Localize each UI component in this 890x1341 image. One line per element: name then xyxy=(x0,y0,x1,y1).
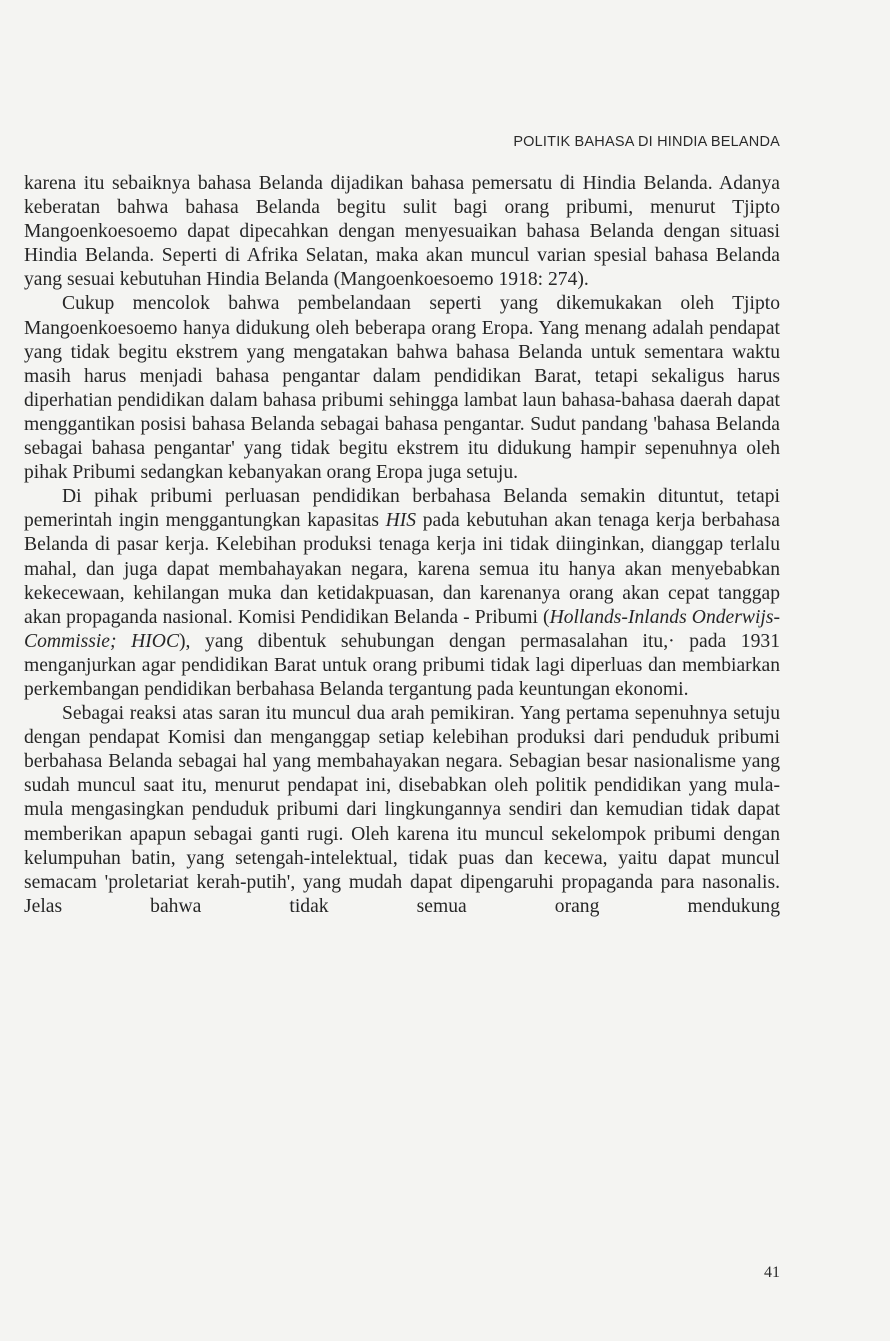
paragraph-2 xyxy=(24,292,780,485)
paragraph-2-text: Cukup mencolok bahwa pembelandaan seperti yang dikemukakan oleh Tjipto Mangoenkoesoemo hanya didukung oleh beberapa orang Eropa. Yang menang adalah pendapat yang tidak begitu ekstrem yang mengatakan bahwa bahasa Belanda untuk sementara waktu masih harus menjadi bahasa pengantar dalam pendidikan Barat, tetapi sekaligus harus diperhatian pendidikan dalam bahasa pribumi sehingga lambat laun bahasa-bahasa daerah dapat menggantikan posisi bahasa Belanda sebagai bahasa pengantar. Sudut pandang 'bahasa Belanda sebagai bahasa pengantar' yang tidak begitu ekstrem itu didukung hampir sepenuhnya oleh pihak Pribumi sedangkan kebanyakan orang Eropa juga setuju. xyxy=(24,293,780,484)
paragraph-3-italic-his: HIS xyxy=(385,510,417,532)
paragraph-1-text: karena itu sebaiknya bahasa Belanda dijadikan bahasa pemersatu di Hindia Belanda. Adanya keberatan bahwa bahasa Belanda begitu sulit bagi orang pribumi, menurut Tjipto Mangoenkoesoemo dapat dipecahkan dengan menyesuaikan bahasa Belanda dengan situasi Hindia Belanda. Seperti di Afrika Selatan, maka akan muncul varian spesial bahasa Belanda yang sesuai kebutuhan Hindia Belanda (Mangoenkoesoemo 1918: 274). xyxy=(24,173,780,291)
paragraph-3-italic-hioc: Hollands-Inlands Onderwijs-Commissie; HIOC xyxy=(24,606,780,652)
running-header: POLITIK BAHASA DI HINDIA BELANDA xyxy=(513,134,780,150)
paragraph-4 xyxy=(24,702,780,919)
body-text xyxy=(24,172,780,919)
paragraph-3 xyxy=(24,485,780,702)
paragraph-3-text-b: pada kebutuhan akan tenaga kerja berbahasa Belanda di pasar kerja. Kelebihan produksi tenaga kerja ini tidak diinginkan, dianggap terlalu mahal, dan juga dapat membahayakan negara, karena semua itu hanya akan menyebabkan kekecewaan, kehilangan muka dan ketidakpuasan, dan karenanya orang akan cepat tanggap akan propaganda nasional. Komisi Pendidikan Belanda - Pribumi ( xyxy=(24,510,780,628)
paragraph-1 xyxy=(24,172,780,292)
page-number: 41 xyxy=(764,1264,780,1281)
paragraph-3-text-a: Di pihak pribumi perluasan pendidikan berbahasa Belanda semakin dituntut, tetapi pemerintah ingin menggantungkan kapasitas xyxy=(24,486,780,532)
paragraph-4-text: Sebagai reaksi atas saran itu muncul dua arah pemikiran. Yang pertama sepenuhnya setuju dengan pendapat Komisi dan menganggap setiap kelebihan produksi dari penduduk pribumi berbahasa Belanda sebagai hal yang membahayakan negara. Sebagian besar nasionalisme yang sudah muncul saat itu, menurut pendapat ini, disebabkan oleh politik pendidikan yang mula-mula mengasingkan penduduk pribumi dari lingkungannya sendiri dan kemudian tidak dapat memberikan apapun sebagai ganti rugi. Oleh karena itu muncul sekelompok pribumi dengan kelumpuhan batin, yang setengah-intelektual, tidak puas dan kecewa, yaitu dapat muncul semacam 'proletariat kerah-putih', yang mudah dapat dipengaruhi propaganda para nasonalis. Jelas bahwa tidak semua orang mendukung xyxy=(24,703,780,917)
paragraph-3-text-c: ), yang dibentuk sehubungan dengan permasalahan itu,· pada 1931 menganjurkan agar pendidikan Barat untuk orang pribumi tidak lagi diperluas dan membiarkan perkembangan pendidikan berbahasa Belanda tergantung pada keuntungan ekonomi. xyxy=(24,630,780,700)
